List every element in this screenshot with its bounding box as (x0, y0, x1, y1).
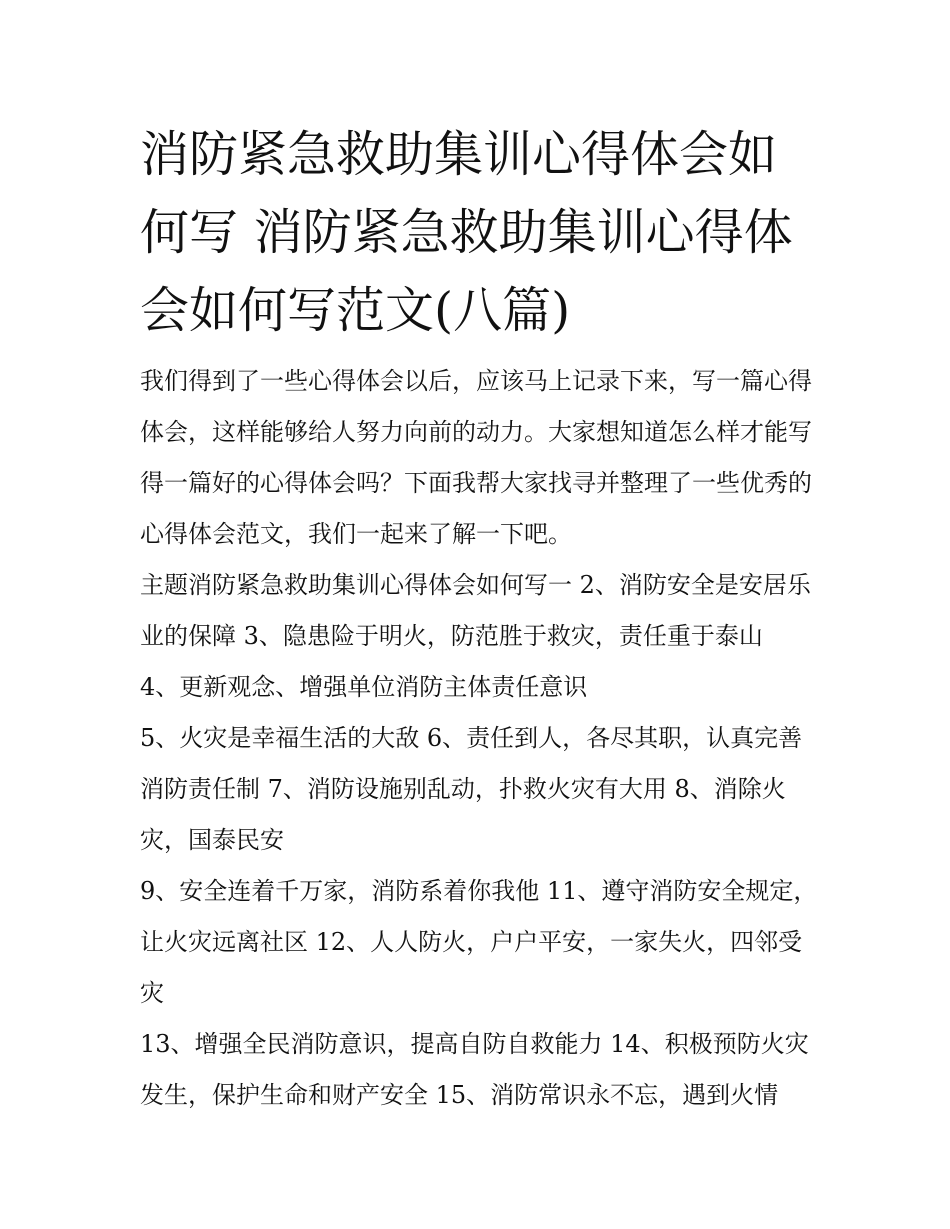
document-body (140, 356, 820, 1121)
slogan-paragraph: 5、火灾是幸福生活的大敌 6、责任到人，各尽其职，认真完善消防责任制 7、消防设施别乱动，扑救火灾有大用 8、消除火灾，国泰民安 (140, 724, 803, 854)
slogan-paragraph: 13、增强全民消防意识，提高自防自救能力 14、积极预防火灾发生，保护生命和财产安全 15、消防常识永不忘，遇到火情 (140, 1030, 809, 1109)
document-title: 消防紧急救助集训心得体会如何写 消防紧急救助集训心得体会如何写范文(八篇) (140, 126, 793, 339)
intro-paragraph: 我们得到了一些心得体会以后，应该马上记录下来，写一篇心得体会，这样能够给人努力向前的动力。大家想知道怎么样才能写得一篇好的心得体会吗？下面我帮大家找寻并整理了一些优秀的心得体会范文，我们一起来了解一下吧。 (140, 367, 812, 548)
slogan-paragraph: 4、更新观念、增强单位消防主体责任意识 (140, 673, 588, 701)
slogan-paragraph: 9、安全连着千万家，消防系着你我他 11、遵守消防安全规定，让火灾远离社区 12、人人防火，户户平安，一家失火，四邻受灾 (140, 877, 818, 1007)
slogan-paragraph: 主题消防紧急救助集训心得体会如何写一 2、消防安全是安居乐业的保障 3、隐患险于明火，防范胜于救灾，责任重于泰山 (140, 571, 811, 650)
